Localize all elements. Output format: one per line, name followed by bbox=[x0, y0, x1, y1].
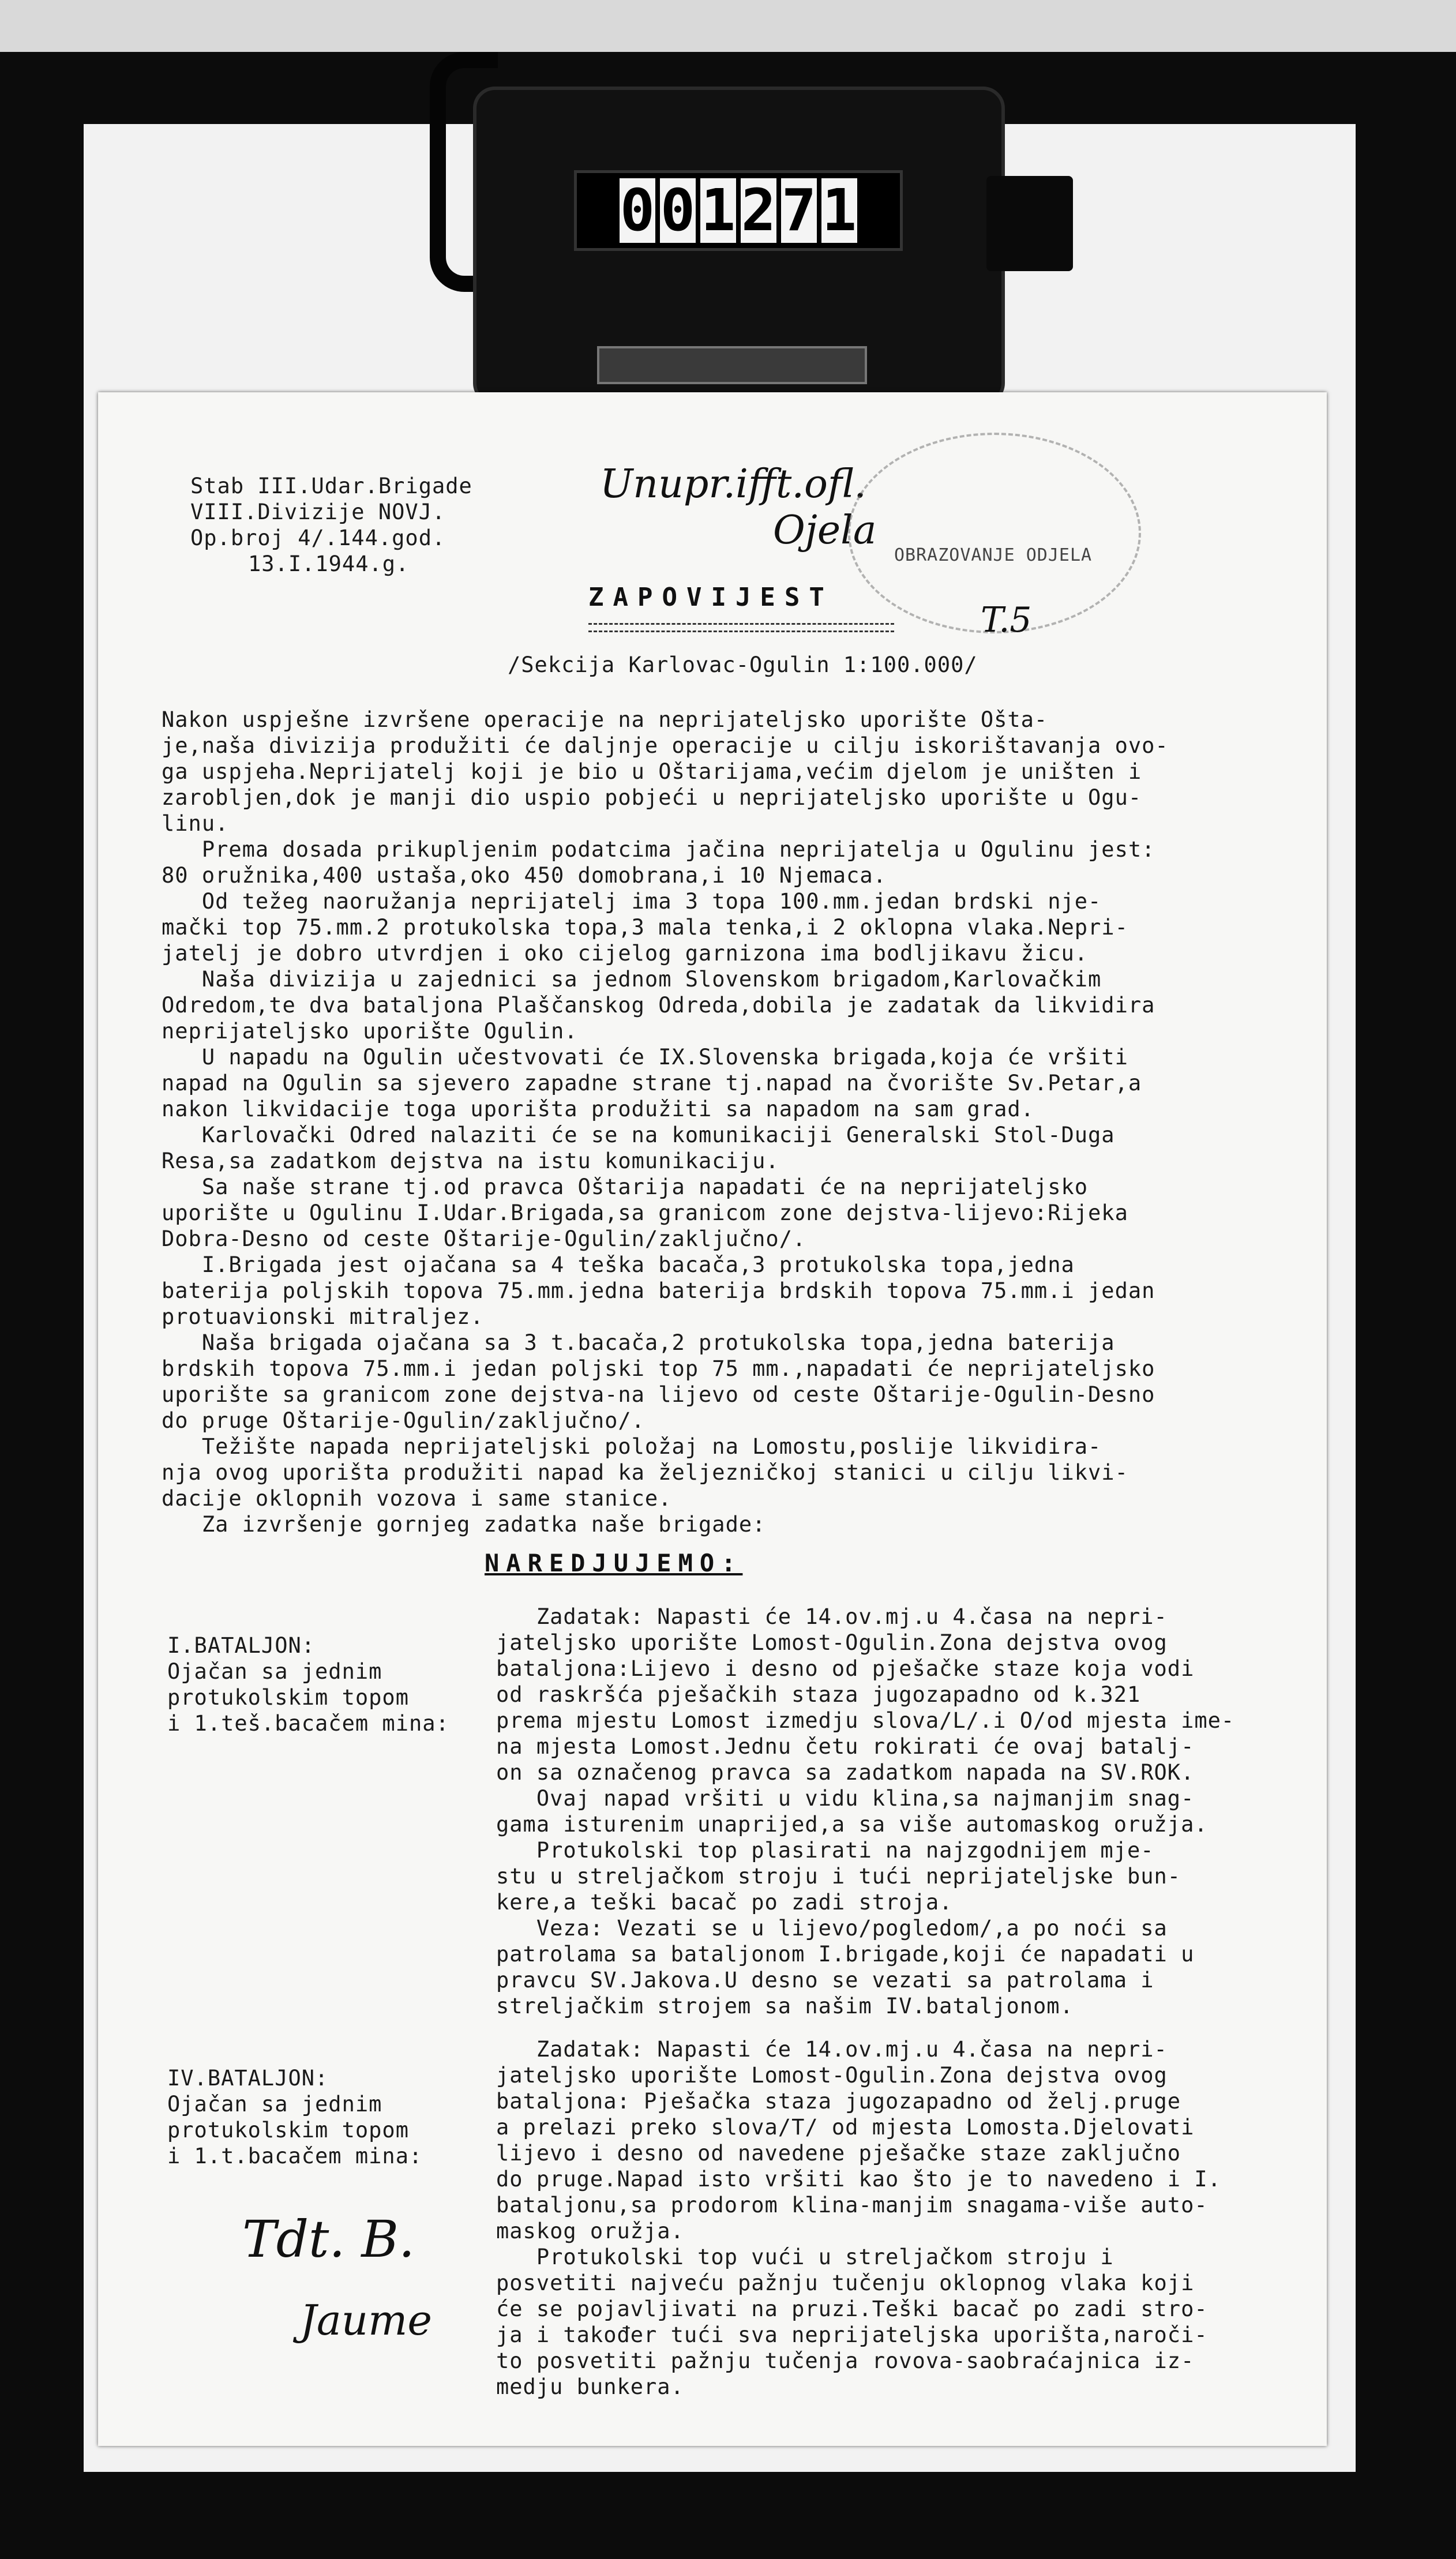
unit-header-line: Stab III.Udar.Brigade bbox=[190, 474, 472, 498]
battalion-label: Ojačan sa jednim bbox=[167, 2092, 382, 2117]
battalion1-line: Ovaj napad vršiti u vidu klina,sa najmanjim snag- bbox=[496, 1786, 1195, 1811]
battalion1-line: on sa označenog pravca sa zadatkom napada na SV.ROK. bbox=[496, 1760, 1195, 1785]
battalion1-line: streljačkim strojem sa našim IV.bataljonom. bbox=[496, 1994, 1074, 2018]
body-line: zarobljen,dok je manji dio uspio pobjeći u neprijateljsko uporište u Ogu- bbox=[162, 785, 1142, 810]
handwritten-note: Ojela bbox=[773, 508, 877, 553]
battalion4-line: će se pojavljivati na pruzi.Teški bacač po zadi stro- bbox=[496, 2297, 1208, 2321]
counter-digit: 1 bbox=[821, 177, 857, 244]
battalion1-line: kere,a teški bacač po zadi stroja. bbox=[496, 1890, 953, 1915]
document-title: ZAPOVIJEST bbox=[588, 583, 834, 612]
body-line: 80 oružnika,400 ustaša,oko 450 domobrana,i 10 Njemaca. bbox=[162, 863, 887, 888]
body-line: uporište sa granicom zone dejstva-na lijevo od ceste Oštarije-Ogulin-Desno bbox=[162, 1382, 1155, 1407]
body-line: linu. bbox=[162, 811, 229, 836]
counter-digit: 2 bbox=[741, 177, 776, 244]
battalion4-line: lijevo i desno od navedene pješačke staze zaključno bbox=[496, 2141, 1181, 2166]
body-line: brdskih topova 75.mm.i jedan poljski top 75 mm.,napadati će neprijateljsko bbox=[162, 1356, 1155, 1381]
body-line: Težište napada neprijateljski položaj na Lomostu,poslije likvidira- bbox=[162, 1434, 1102, 1459]
title-underline bbox=[588, 623, 894, 632]
battalion1-line: jateljsko uporište Lomost-Ogulin.Zona dejstva ovog bbox=[496, 1630, 1168, 1655]
battalion4-line: to posvetiti pažnju tučenja rovova-saobraćajnica iz- bbox=[496, 2348, 1195, 2373]
counter-digit: 7 bbox=[781, 177, 817, 244]
battalion4-line: ja i također tući sva neprijateljska uporišta,naroči- bbox=[496, 2322, 1208, 2347]
body-line: Sa naše strane tj.od pravca Oštarija napadati će na neprijateljsko bbox=[162, 1175, 1089, 1199]
battalion4-line: do pruge.Napad isto vršiti kao što je to navedeno i I. bbox=[496, 2167, 1221, 2192]
battalion-label: IV.BATALJON: bbox=[167, 2066, 329, 2091]
margin-signature: Tdt. B. bbox=[242, 2209, 415, 2269]
battalion-label: Ojačan sa jednim bbox=[167, 1659, 382, 1684]
battalion1-line: gama isturenim unaprijed,a sa više automaskog oružja. bbox=[496, 1812, 1208, 1837]
body-line: jatelj je dobro utvrdjen i oko cijelog garnizona ima bodljikavu žicu. bbox=[162, 941, 1089, 966]
body-line: Od težeg naoružanja neprijatelj ima 3 topa 100.mm.jedan brdski nje- bbox=[162, 889, 1102, 914]
body-line: Naša brigada ojačana sa 3 t.bacača,2 protukolska topa,jedna baterija bbox=[162, 1330, 1115, 1355]
body-line: nakon likvidacije toga uporišta produžiti sa napadom na sam grad. bbox=[162, 1097, 1034, 1121]
battalion1-line: Protukolski top plasirati na najzgodnijem mje- bbox=[496, 1838, 1154, 1863]
unit-header-line: 13.I.1944.g. bbox=[248, 551, 410, 576]
body-line: I.Brigada jest ojačana sa 4 teška bacača,3 protukolska topa,jedna bbox=[162, 1252, 1075, 1277]
body-line: napad na Ogulin sa sjevero zapadne strane tj.napad na čvorište Sv.Petar,a bbox=[162, 1071, 1142, 1095]
body-line: je,naša divizija produžiti će daljnje operacije u cilju iskorištavanja ovo- bbox=[162, 733, 1169, 758]
body-line: Prema dosada prikupljenim podatcima jačina neprijatelja u Ogulinu jest: bbox=[162, 837, 1155, 862]
body-line: Odredom,te dva bataljona Plaščanskog Odreda,dobila je zadatak da likvidira bbox=[162, 993, 1155, 1018]
battalion1-line: stu u streljačkom stroju i tući neprijateljske bun- bbox=[496, 1864, 1181, 1889]
battalion1-line: od raskršća pješačkih staza jugozapadno od k.321 bbox=[496, 1682, 1141, 1707]
battalion4-line: posvetiti najveću pažnju tučenju oklopnog vlaka koji bbox=[496, 2271, 1195, 2295]
stamp-mark: T.5 bbox=[981, 600, 1032, 640]
counter-knob bbox=[986, 176, 1073, 271]
battalion4-line: a prelazi preko slova/T/ od mjesta Lomosta.Djelovati bbox=[496, 2115, 1195, 2140]
battalion-label: i 1.t.bacačem mina: bbox=[167, 2144, 423, 2168]
stamp-text: OBRAZOVANJE ODJELA bbox=[894, 545, 1093, 565]
body-line: protuavionski mitraljez. bbox=[162, 1304, 484, 1329]
orders-heading: NAREDJUJEMO: bbox=[485, 1549, 743, 1577]
battalion1-line: prema mjestu Lomost izmedju slova/L/.i O/od mjesta ime- bbox=[496, 1708, 1235, 1733]
battalion-label: protukolskim topom bbox=[167, 1685, 409, 1710]
battalion1-line: na mjesta Lomost.Jednu četu rokirati će ovaj batalj- bbox=[496, 1734, 1195, 1759]
margin-signature: Jaume bbox=[300, 2296, 433, 2344]
body-line: do pruge Oštarije-Ogulin/zaključno/. bbox=[162, 1408, 645, 1433]
body-line: Karlovački Odred nalaziti će se na komunikaciji Generalski Stol-Duga bbox=[162, 1123, 1115, 1147]
counter-digit: 0 bbox=[660, 177, 696, 244]
frame-counter-display bbox=[574, 170, 903, 251]
battalion-label: i 1.teš.bacačem mina: bbox=[167, 1711, 449, 1736]
unit-header-line: Op.broj 4/.144.god. bbox=[190, 526, 446, 550]
battalion4-line: bataljona: Pješačka staza jugozapadno od želj.pruge bbox=[496, 2089, 1181, 2114]
battalion1-line: Zadatak: Napasti će 14.ov.mj.u 4.časa na nepri- bbox=[496, 1604, 1168, 1629]
battalion1-line: bataljona:Lijevo i desno od pješačke staze koja vodi bbox=[496, 1656, 1195, 1681]
battalion-label: I.BATALJON: bbox=[167, 1633, 316, 1658]
battalion1-line: Veza: Vezati se u lijevo/pogledom/,a po noći sa bbox=[496, 1916, 1168, 1941]
battalion4-line: jateljsko uporište Lomost-Ogulin.Zona dejstva ovog bbox=[496, 2063, 1168, 2088]
battalion4-line: bataljonu,sa prodorom klina-manjim snagama-više auto- bbox=[496, 2193, 1208, 2217]
battalion4-line: Zadatak: Napasti će 14.ov.mj.u 4.časa na nepri- bbox=[496, 2037, 1168, 2062]
body-line: dacije oklopnih vozova i same stanice. bbox=[162, 1486, 672, 1511]
body-line: ga uspjeha.Neprijatelj koji je bio u Oštarijama,većim djelom je uništen i bbox=[162, 759, 1142, 784]
body-line: Nakon uspješne izvršene operacije na neprijateljsko uporište Ošta- bbox=[162, 707, 1048, 732]
battalion1-line: patrolama sa bataljonom I.brigade,koji će napadati u bbox=[496, 1942, 1195, 1967]
battalion4-line: Protukolski top vući u streljačkom stroju i bbox=[496, 2245, 1114, 2269]
map-reference: /Sekcija Karlovac-Ogulin 1:100.000/ bbox=[508, 652, 978, 677]
body-line: neprijateljsko uporište Ogulin. bbox=[162, 1019, 578, 1044]
counter-digit: 1 bbox=[700, 177, 736, 244]
body-line: Resa,sa zadatkom dejstva na istu komunikaciju. bbox=[162, 1149, 779, 1173]
body-line: baterija poljskih topova 75.mm.jedna baterija brdskih topova 75.mm.i jedan bbox=[162, 1278, 1155, 1303]
body-line: Naša divizija u zajednici sa jednom Slovenskom brigadom,Karlovačkim bbox=[162, 967, 1102, 992]
body-line: U napadu na Ogulin učestvovati će IX.Slovenska brigada,koja će vršiti bbox=[162, 1045, 1128, 1070]
battalion-label: protukolskim topom bbox=[167, 2118, 409, 2142]
body-line: Dobra-Desno od ceste Oštarije-Ogulin/zaključno/. bbox=[162, 1226, 806, 1251]
counter-plate bbox=[597, 346, 867, 384]
handwritten-note: Unupr.ifft.ofl. bbox=[600, 461, 866, 507]
battalion4-line: medju bunkera. bbox=[496, 2374, 684, 2399]
counter-digit: 0 bbox=[620, 177, 655, 244]
battalion4-line: maskog oružja. bbox=[496, 2219, 684, 2243]
body-line: nja ovog uporišta produžiti napad ka željezničkoj stanici u cilju likvi- bbox=[162, 1460, 1128, 1485]
body-line: uporište u Ogulinu I.Udar.Brigada,sa granicom zone dejstva-lijevo:Rijeka bbox=[162, 1200, 1128, 1225]
battalion1-line: pravcu SV.Jakova.U desno se vezati sa patrolama i bbox=[496, 1968, 1154, 1993]
body-line: mački top 75.mm.2 protukolska topa,3 mala tenka,i 2 oklopna vlaka.Nepri- bbox=[162, 915, 1128, 940]
unit-header-line: VIII.Divizije NOVJ. bbox=[190, 500, 446, 524]
body-line: Za izvršenje gornjeg zadatka naše brigade: bbox=[162, 1512, 766, 1537]
film-edge bbox=[0, 0, 1456, 52]
